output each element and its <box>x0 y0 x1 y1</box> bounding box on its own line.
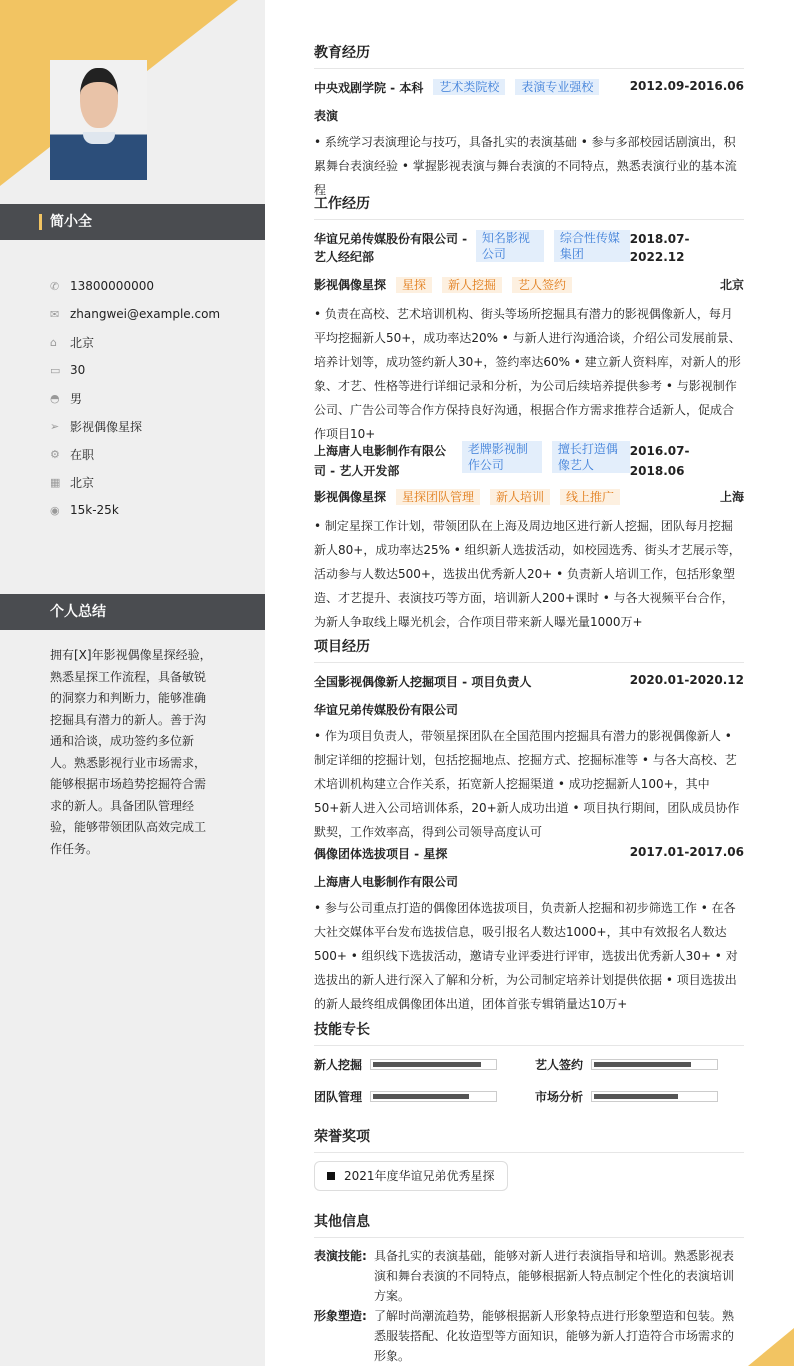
decor-corner <box>748 1328 794 1366</box>
tag: 知名影视公司 <box>476 230 544 262</box>
city: 北京 <box>719 278 744 292</box>
education-header <box>314 79 744 96</box>
work-role <box>314 277 744 293</box>
project-org: 华谊兄弟传媒股份有限公司 <box>314 703 459 717</box>
skill-name: 市场分析 <box>535 1090 584 1104</box>
date: 2020.01-2020.12 <box>629 673 744 687</box>
sidebar <box>0 0 265 1366</box>
city: 上海 <box>719 490 744 504</box>
skill-bar-fill <box>594 1062 691 1067</box>
contact-text: 15k-25k <box>70 503 119 517</box>
contact-item <box>50 496 220 524</box>
skill-bar-fill <box>373 1062 481 1067</box>
skill-bar <box>591 1091 718 1102</box>
skill-bar <box>370 1091 497 1102</box>
role: 影视偶像星探 <box>314 490 387 504</box>
phone-icon: ✆ <box>50 279 60 293</box>
skill-tag: 星探 <box>396 277 432 293</box>
work-header <box>314 230 744 266</box>
project-name: 偶像团体选拔项目 - 星探 <box>314 847 448 861</box>
education-desc: • 系统学习表演理论与技巧，具备扎实的表演基础 • 参与多部校园话剧演出，积累舞台表演经验 • 掌握影视表演与舞台表演的不同特点，熟悉表演行业的基本流程 <box>314 135 737 197</box>
summary-title: 个人总结 <box>0 594 265 630</box>
tag: 老牌影视制作公司 <box>462 441 542 473</box>
date: 2012.09-2016.06 <box>629 79 744 93</box>
skill-tag: 星探团队管理 <box>396 489 480 505</box>
company: 华谊兄弟传媒股份有限公司 - 艺人经纪部 <box>314 232 468 264</box>
skill-name: 新人挖掘 <box>314 1058 363 1072</box>
contact-text: 30 <box>70 363 86 377</box>
contact-text: 影视偶像星探 <box>70 419 143 434</box>
project-desc: • 作为项目负责人，带领星探团队在全国范围内挖掘具有潜力的影视偶像新人 • 制定详细的挖掘计划，包括挖掘地点、挖掘方式、挖掘标准等 • 与各大高校、艺术培训机构建立合作关系，拓宽新人挖掘渠道 • 成功挖掘新人100+，其中50+新人进入公司培训体系，20+新人成功出道 • 项目执行期间，团队成员协作默契，工作效率高，得到公司领导高度认可 <box>314 729 740 839</box>
project-org: 上海唐人电影制作有限公司 <box>314 875 459 889</box>
contact-text: zhangwei@example.com <box>70 307 221 321</box>
major: 表演 <box>314 109 339 123</box>
skill-name: 艺人签约 <box>535 1058 584 1072</box>
company: 上海唐人电影制作有限公司 - 艺人开发部 <box>314 444 447 478</box>
skill-bar-fill <box>373 1094 469 1099</box>
work-header <box>314 441 744 481</box>
contact-info <box>50 272 220 524</box>
projects-title: 项目经历 <box>314 636 744 663</box>
award-text: 2021年度华谊兄弟优秀星探 <box>344 1169 495 1183</box>
skill-tag: 线上推广 <box>560 489 620 505</box>
gender-icon: ◓ <box>50 391 60 405</box>
age-icon: ▭ <box>50 363 61 377</box>
date: 2017.01-2017.06 <box>629 845 744 859</box>
home-icon: ⌂ <box>50 335 57 349</box>
avatar-photo <box>50 60 147 180</box>
contact-item <box>50 440 220 468</box>
contact-text: 男 <box>70 391 83 406</box>
date: 2016.07-2018.06 <box>629 444 690 478</box>
contact-item <box>50 384 220 412</box>
contact-item <box>50 412 220 440</box>
skill-item <box>314 1088 497 1105</box>
contact-item <box>50 300 220 328</box>
other-title: 其他信息 <box>314 1211 744 1238</box>
skill-item <box>535 1056 718 1073</box>
contact-item <box>50 328 220 356</box>
other-item <box>314 1306 744 1366</box>
name-bar: 简小全 <box>0 204 265 240</box>
contact-text: 北京 <box>70 475 95 490</box>
tag: 表演专业强校 <box>515 79 599 95</box>
skill-name: 团队管理 <box>314 1090 363 1104</box>
salary-icon: ◉ <box>50 503 60 517</box>
contact-item <box>50 356 220 384</box>
skill-bar <box>591 1059 718 1070</box>
school: 中央戏剧学院 - 本科 <box>314 81 424 95</box>
skills-title: 技能专长 <box>314 1019 744 1046</box>
project-header <box>314 845 744 862</box>
other-item <box>314 1246 744 1306</box>
other-text: 具备扎实的表演基础，能够对新人进行表演指导和培训。熟悉影视表演和舞台表演的不同特点，能够根据新人特点制定个性化的表演培训方案。 <box>374 1249 735 1303</box>
contact-item <box>50 272 220 300</box>
tag: 综合性传媒集团 <box>554 230 630 262</box>
work-title: 工作经历 <box>314 193 744 220</box>
tag: 艺术类院校 <box>433 79 505 95</box>
tag: 擅长打造偶像艺人 <box>552 441 630 473</box>
summary-text: 拥有[X]年影视偶像星探经验，熟悉星探工作流程，具备敏锐的洞察力和判断力，能够准确挖掘具有潜力的新人。善于沟通和洽谈，成功签约多位新人。熟悉影视行业市场需求，能够根据市场趋势挖掘符合需求的新人。具备团队管理经验，能够带领团队高效完成工作任务。 <box>50 648 212 856</box>
contact-text: 北京 <box>70 335 95 350</box>
skill-tag: 艺人签约 <box>512 277 572 293</box>
bullet-square-icon <box>327 1172 335 1180</box>
role: 影视偶像星探 <box>314 278 387 292</box>
building-icon: ▦ <box>50 475 61 489</box>
date: 2018.07-2022.12 <box>629 232 690 264</box>
awards-title: 荣誉奖项 <box>314 1126 744 1153</box>
project-header <box>314 673 744 690</box>
skill-item <box>535 1088 718 1105</box>
send-icon: ➢ <box>50 419 60 433</box>
project-name: 全国影视偶像新人挖掘项目 - 项目负责人 <box>314 675 532 689</box>
skill-tag: 新人培训 <box>490 489 550 505</box>
status-icon: ⚙ <box>50 447 60 461</box>
mail-icon: ✉ <box>50 307 60 321</box>
other-text: 了解时尚潮流趋势，能够根据新人形象特点进行形象塑造和包装。熟悉服装搭配、化妆造型等方面知识，能够为新人打造符合市场需求的形象。 <box>374 1309 735 1363</box>
award-item <box>314 1161 508 1191</box>
contact-item <box>50 468 220 496</box>
contact-text: 13800000000 <box>70 279 154 293</box>
education-title: 教育经历 <box>314 42 744 69</box>
work-desc: • 负责在高校、艺术培训机构、街头等场所挖掘具有潜力的影视偶像新人，每月平均挖掘新人50+，成功率达20% • 与新人进行沟通洽谈，介绍公司发展前景、培养计划等，成功签约新人30+，签约率达60% • 建立新人资料库，对新人的形象、才艺、性格等进行详细记录和分析，为公司后续培养提供参考 • 与影视制作公司、广告公司等合作方保持良好沟通，根据合作方需求推荐合适新人，促成合作项目10+ <box>314 307 741 441</box>
skill-item <box>314 1056 497 1073</box>
skill-bar <box>370 1059 497 1070</box>
project-desc: • 参与公司重点打造的偶像团体选拔项目，负责新人挖掘和初步筛选工作 • 在各大社交媒体平台发布选拔信息，吸引报名人数达1000+，其中有效报名人数达500+ • 组织线下选拔活动，邀请专业评委进行评审，选拔出优秀新人30+ • 对选拔出的新人进行深入了解和分析，为公司制定培养计划提供依据 • 项目选拔出的新人最终组成偶像团体出道，团体首张专辑销量达10万+ <box>314 901 738 1011</box>
skill-bar-fill <box>594 1094 677 1099</box>
work-desc: • 制定星探工作计划，带领团队在上海及周边地区进行新人挖掘，团队每月挖掘新人80+，成功率达25% • 组织新人选拔活动，如校园选秀、街头才艺展示等，活动参与人数达500+，选拔出优秀新人20+ • 负责新人培训工作，包括形象塑造、才艺提升、表演技巧等方面，培训新人200+课时 • 与各大视频平台合作，为新人争取线上曝光机会，合作项目带来新人曝光量1000万+ <box>314 519 741 629</box>
work-role <box>314 489 744 505</box>
skill-tag: 新人挖掘 <box>442 277 502 293</box>
contact-text: 在职 <box>70 447 95 462</box>
other-label: 表演技能: <box>314 1249 367 1263</box>
other-label: 形象塑造: <box>314 1309 367 1323</box>
